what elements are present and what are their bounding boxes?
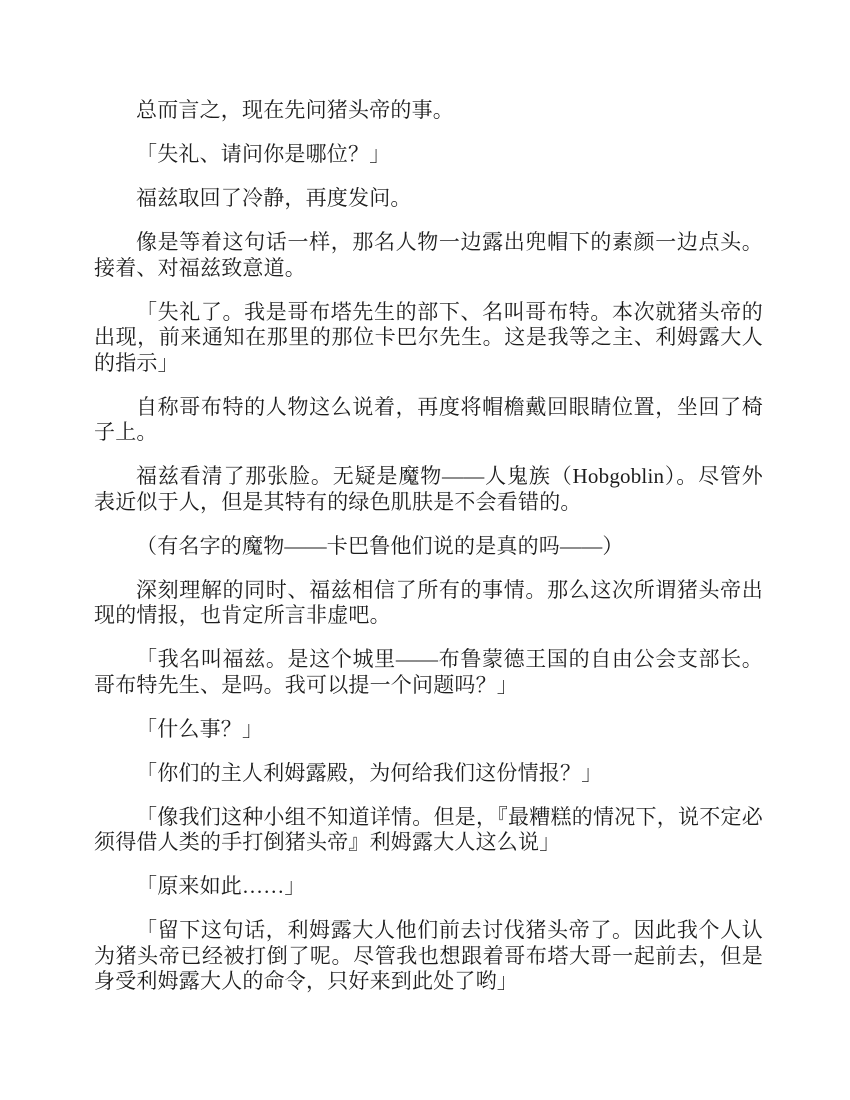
paragraph: 福兹看清了那张脸。无疑是魔物——人鬼族（Hobgoblin）。尽管外表近似于人，但是其特有的绿色肌肤是不会看错的。	[94, 464, 763, 514]
paragraph: 福兹取回了冷静，再度发问。	[136, 186, 412, 210]
paragraph: 「留下这句话，利姆露大人他们前去讨伐猪头帝了。因此我个人认为猪头帝已经被打倒了呢。尽管我也想跟着哥布塔大哥一起前去，但是身受利姆露大人的命令，只好来到此处了哟」	[94, 918, 763, 993]
paragraph: 「什么事？」	[136, 716, 264, 741]
paragraph: （有名字的魔物——卡巴鲁他们说的是真的吗——）	[136, 533, 624, 558]
paragraph: 像是等着这句话一样，那名人物一边露出兜帽下的素颜一边点头。接着、对福兹致意道。	[94, 230, 763, 280]
paragraph: 深刻理解的同时、福兹相信了所有的事情。那么这次所谓猪头帝出现的情报，也肯定所言非虚吧。	[94, 577, 763, 627]
paragraph: 自称哥布特的人物这么说着，再度将帽檐戴回眼睛位置，坐回了椅子上。	[94, 394, 763, 444]
paragraph: 「你们的主人利姆露殿，为何给我们这份情报？」	[136, 760, 603, 785]
paragraph: 「像我们这种小组不知道详情。但是，『最糟糕的情况下，说不定必须得借人类的手打倒猪头帝』利姆露大人这么说」	[94, 804, 763, 854]
paragraph: 「我名叫福兹。是这个城里——布鲁蒙德王国的自由公会支部长。哥布特先生、是吗。我可以提一个问题吗？」	[94, 647, 763, 697]
paragraph: 「失礼了。我是哥布塔先生的部下、名叫哥布特。本次就猪头帝的出现，前来通知在那里的那位卡巴尔先生。这是我等之主、利姆露大人的指示」	[94, 299, 763, 375]
paragraph: 总而言之，现在先问猪头帝的事。	[136, 98, 454, 122]
paragraph: 「失礼、请问你是哪位？」	[136, 142, 391, 166]
paragraph: 「原来如此……」	[136, 874, 306, 898]
